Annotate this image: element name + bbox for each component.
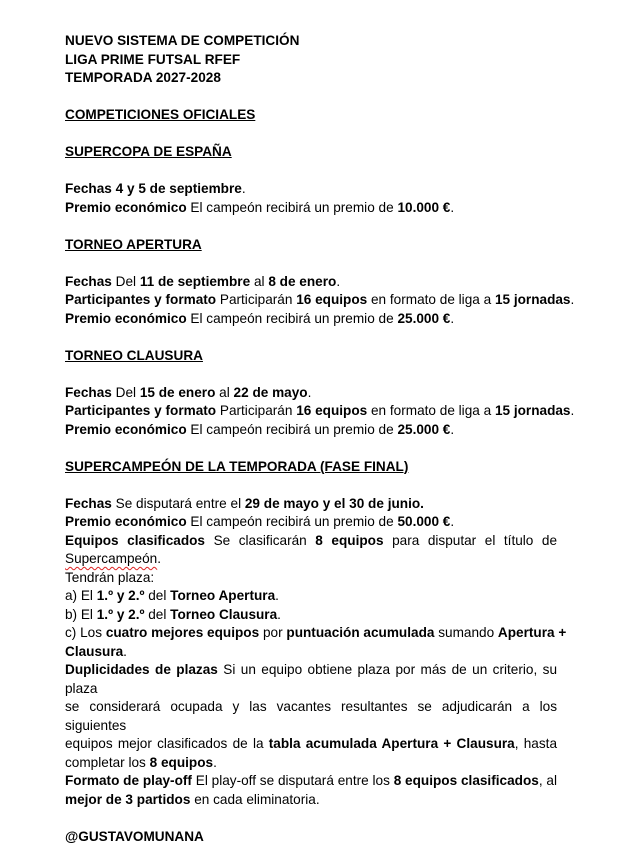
duplicidades-line1: Duplicidades de plazas Si un equipo obtiene plaza por más de un criterio, su plaza [65, 661, 557, 698]
supercopa-premio: Premio económico El campeón recibirá un premio de 10.000 €. [65, 199, 557, 218]
plaza-intro: Tendrán plaza: [65, 569, 557, 588]
clausura-heading: TORNEO CLAUSURA [65, 347, 557, 366]
final-phase-heading: SUPERCAMPEÓN DE LA TEMPORADA (FASE FINAL) [65, 458, 557, 477]
final-equipos-line1: Equipos clasificados Se clasificarán 8 equipos para disputar el título de [65, 532, 557, 551]
apertura-heading: TORNEO APERTURA [65, 236, 557, 255]
apertura-participantes: Participantes y formato Participarán 16 equipos en formato de liga a 15 jornadas. [65, 291, 557, 310]
document-page [65, 32, 557, 846]
playoff-line1: Formato de play-off El play-off se disputará entre los 8 equipos clasificados, al [65, 772, 557, 791]
list-item-a: a) El 1.º y 2.º del Torneo Apertura. [65, 587, 557, 606]
apertura-fechas: Fechas Del 11 de septiembre al 8 de enero. [65, 273, 557, 292]
supercopa-fechas: Fechas 4 y 5 de septiembre. [65, 180, 557, 199]
supercopa-heading: SUPERCOPA DE ESPAÑA [65, 143, 557, 162]
official-competitions-heading: COMPETICIONES OFICIALES [65, 106, 557, 125]
list-item-c-cont: Clausura. [65, 643, 557, 662]
header-title: NUEVO SISTEMA DE COMPETICIÓN [65, 32, 557, 51]
duplicidades-line3: equipos mejor clasificados de la tabla acumulada Apertura + Clausura, hasta [65, 735, 557, 754]
header-league: LIGA PRIME FUTSAL RFEF [65, 51, 557, 70]
final-fechas: Fechas Se disputará entre el 29 de mayo y el 30 de junio. [65, 495, 557, 514]
playoff-line2: mejor de 3 partidos en cada eliminatoria. [65, 791, 557, 810]
apertura-premio: Premio económico El campeón recibirá un premio de 25.000 €. [65, 310, 557, 329]
clausura-fechas: Fechas Del 15 de enero al 22 de mayo. [65, 384, 557, 403]
clausura-premio: Premio económico El campeón recibirá un premio de 25.000 €. [65, 421, 557, 440]
final-equipos-line2: Supercampeón. [65, 550, 557, 569]
author-signature: @GUSTAVOMUNANA [65, 828, 557, 846]
final-premio: Premio económico El campeón recibirá un premio de 50.000 €. [65, 513, 557, 532]
header-season: TEMPORADA 2027-2028 [65, 69, 557, 88]
list-item-b: b) El 1.º y 2.º del Torneo Clausura. [65, 606, 557, 625]
duplicidades-line4: completar los 8 equipos. [65, 754, 557, 773]
list-item-c: c) Los cuatro mejores equipos por puntuación acumulada sumando Apertura + [65, 624, 557, 643]
duplicidades-line2: se considerará ocupada y las vacantes resultantes se adjudicarán a los siguientes [65, 698, 557, 735]
clausura-participantes: Participantes y formato Participarán 16 equipos en formato de liga a 15 jornadas. [65, 402, 557, 421]
